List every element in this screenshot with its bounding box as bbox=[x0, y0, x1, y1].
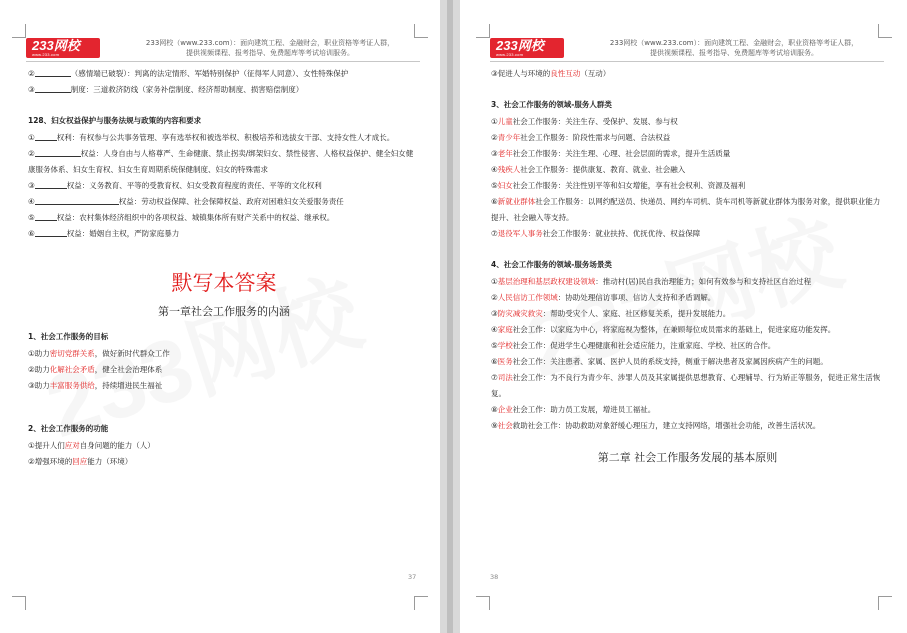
text-line: ③防灾减灾救灾：帮助受灾个人、家庭、社区修复关系，提升发展能力。 bbox=[491, 309, 731, 318]
text-line: ④残疾人社会工作服务：提供康复、教育、就业、社会融入 bbox=[491, 165, 686, 174]
text-line: ⑥医务社会工作：关注患者、家属、医护人员的系统支持，侧重于解决患者及家属因疾病产生的问题。 bbox=[491, 357, 828, 366]
text-line: ⑤ 权益：农村集体经济组织中的各项权益、城镇集体所有财产关系中的权益、继承权。 bbox=[28, 213, 335, 222]
text-line: ⑦司法社会工作：为不良行为青少年、涉罪人员及其家属提供思想教育、心理辅导、行为矫正等服务，促进正常生活恢复。 bbox=[491, 373, 881, 398]
header-tagline: 233网校（www.233.com）：面向建筑工程、金融财会，职业资格等考证人群， 提供视频课程、报考指导、免费题库等考试培训服务。 bbox=[609, 39, 859, 57]
text-line: ②助力化解社会矛盾，健全社会治理体系 bbox=[28, 365, 163, 374]
text-line: ⑤学校社会工作：促进学生心理健康和社会适应能力，注重家庭、学校、社区的合作。 bbox=[491, 341, 776, 350]
text-line: ⑨社会救助社会工作：协助救助对象舒缓心理压力，建立支持网络，增强社会功能，改善生活状况。 bbox=[491, 421, 821, 430]
text-line: ⑦退役军人事务社会工作服务：就业扶持、优抚优待、权益保障 bbox=[491, 229, 701, 238]
crop-mark bbox=[414, 24, 428, 38]
page-header bbox=[26, 38, 420, 62]
section-heading: 1、社会工作服务的目标 bbox=[28, 332, 109, 341]
chapter-title: 第二章 社会工作服务发展的基本原则 bbox=[597, 451, 778, 464]
crop-mark bbox=[878, 24, 892, 38]
text-line: ② 权益：人身自由与人格尊严、生命健康、禁止拐卖/绑架妇女、禁性侵害、人格权益保护、健全妇女健康服务体系、妇女生育权、妇女生育周期系统保健制度、妇女的特殊需求 bbox=[28, 149, 414, 174]
section-heading: 128、妇女权益保护与服务法规与政策的内容和要求 bbox=[28, 116, 202, 125]
crop-mark bbox=[12, 24, 26, 38]
crop-mark bbox=[476, 596, 490, 610]
text-line: ⑧企业社会工作：助力员工发展，增进员工福祉。 bbox=[491, 405, 656, 414]
text-line: ②人民信访工作领域：协助处理信访事项、信访人支持和矛盾调解。 bbox=[491, 293, 716, 302]
text-line: ②青少年社会工作服务：阶段性需求与问题、合法权益 bbox=[491, 133, 671, 142]
section-heading: 2、社会工作服务的功能 bbox=[28, 424, 109, 433]
text-line: ③ 权益：义务教育、平等的受教育权、妇女受教育程度的责任、平等的文化权利 bbox=[28, 181, 322, 190]
text-line: ⑤妇女社会工作服务：关注性别平等和妇女增能，享有社会权利、资源及福利 bbox=[491, 181, 746, 190]
text-line: ③促进人与环境的良性互动（互动） bbox=[491, 69, 611, 78]
text-line: ④家庭社会工作：以家庭为中心，将家庭视为整体，在兼顾每位成员需求的基础上，促进家庭功能发挥。 bbox=[491, 325, 836, 334]
crop-mark bbox=[414, 596, 428, 610]
section-heading: 3、社会工作服务的领域-服务人群类 bbox=[491, 100, 612, 109]
page-content bbox=[491, 66, 884, 468]
text-line: ①提升人们应对自身问题的能力（人） bbox=[28, 441, 155, 450]
answer-title: 默写本答案 bbox=[171, 271, 277, 295]
page-number: 37 bbox=[408, 573, 417, 581]
page-header bbox=[490, 38, 884, 62]
text-line: ③ 制度：三道救济防线（家务补偿制度、经济帮助制度、损害赔偿制度） bbox=[28, 85, 304, 94]
crop-mark bbox=[878, 596, 892, 610]
text-line: ①基层治理和基层政权建设领域：推动村(居)民自我治理能力；如何有效参与和支持社区自治过程 bbox=[491, 277, 812, 286]
document-page-left bbox=[0, 0, 440, 633]
text-line: ①儿童社会工作服务：关注生存、受保护、发展、参与权 bbox=[491, 117, 678, 126]
text-line: ② （感情端已破裂）：判离的法定情形、军婚特别保护（征得军人同意）、女性特殊保护 bbox=[28, 69, 349, 78]
text-line: ③助力丰富服务供给，持续增进民生福祉 bbox=[28, 381, 163, 390]
text-line: ⑥新就业群体社会工作服务：以网约配送员、快递员、网约车司机、货车司机等新就业群体为服务对象，提供职业能力提升、社会融入等支持。 bbox=[491, 197, 881, 222]
text-line: ⑥ 权益：婚姻自主权，严防家庭暴力 bbox=[28, 229, 180, 238]
section-heading: 4、社会工作服务的领域-服务场景类 bbox=[491, 260, 612, 269]
crop-mark bbox=[476, 24, 490, 38]
text-line: ①助力密切党群关系，做好新时代群众工作 bbox=[28, 349, 170, 358]
text-line: ① 权利：有权参与公共事务管理、享有选举权和被选举权、积极培养和选拔女干部、支持女性人才成长。 bbox=[28, 133, 395, 142]
document-page-right bbox=[460, 0, 907, 633]
brand-logo: 233网校 www.233.com bbox=[26, 38, 100, 58]
text-line: ④ 权益：劳动权益保障、社会保障权益、政府对困难妇女关爱服务责任 bbox=[28, 197, 344, 206]
page-content bbox=[28, 66, 420, 470]
chapter-title: 第一章社会工作服务的内涵 bbox=[158, 305, 290, 318]
page-number: 38 bbox=[490, 573, 499, 581]
brand-logo: 233网校 www.233.com bbox=[490, 38, 564, 58]
text-line: ②增强环境的回应能力（环境） bbox=[28, 457, 133, 466]
header-tagline: 233网校（www.233.com）：面向建筑工程、金融财会，职业资格等考证人群， 提供视频课程、报考指导、免费题库等考试培训服务。 bbox=[145, 39, 395, 57]
crop-mark bbox=[12, 596, 26, 610]
page-gutter bbox=[440, 0, 460, 633]
text-line: ③老年社会工作服务：关注生理、心理、社会层面的需求，提升生活质量 bbox=[491, 149, 731, 158]
